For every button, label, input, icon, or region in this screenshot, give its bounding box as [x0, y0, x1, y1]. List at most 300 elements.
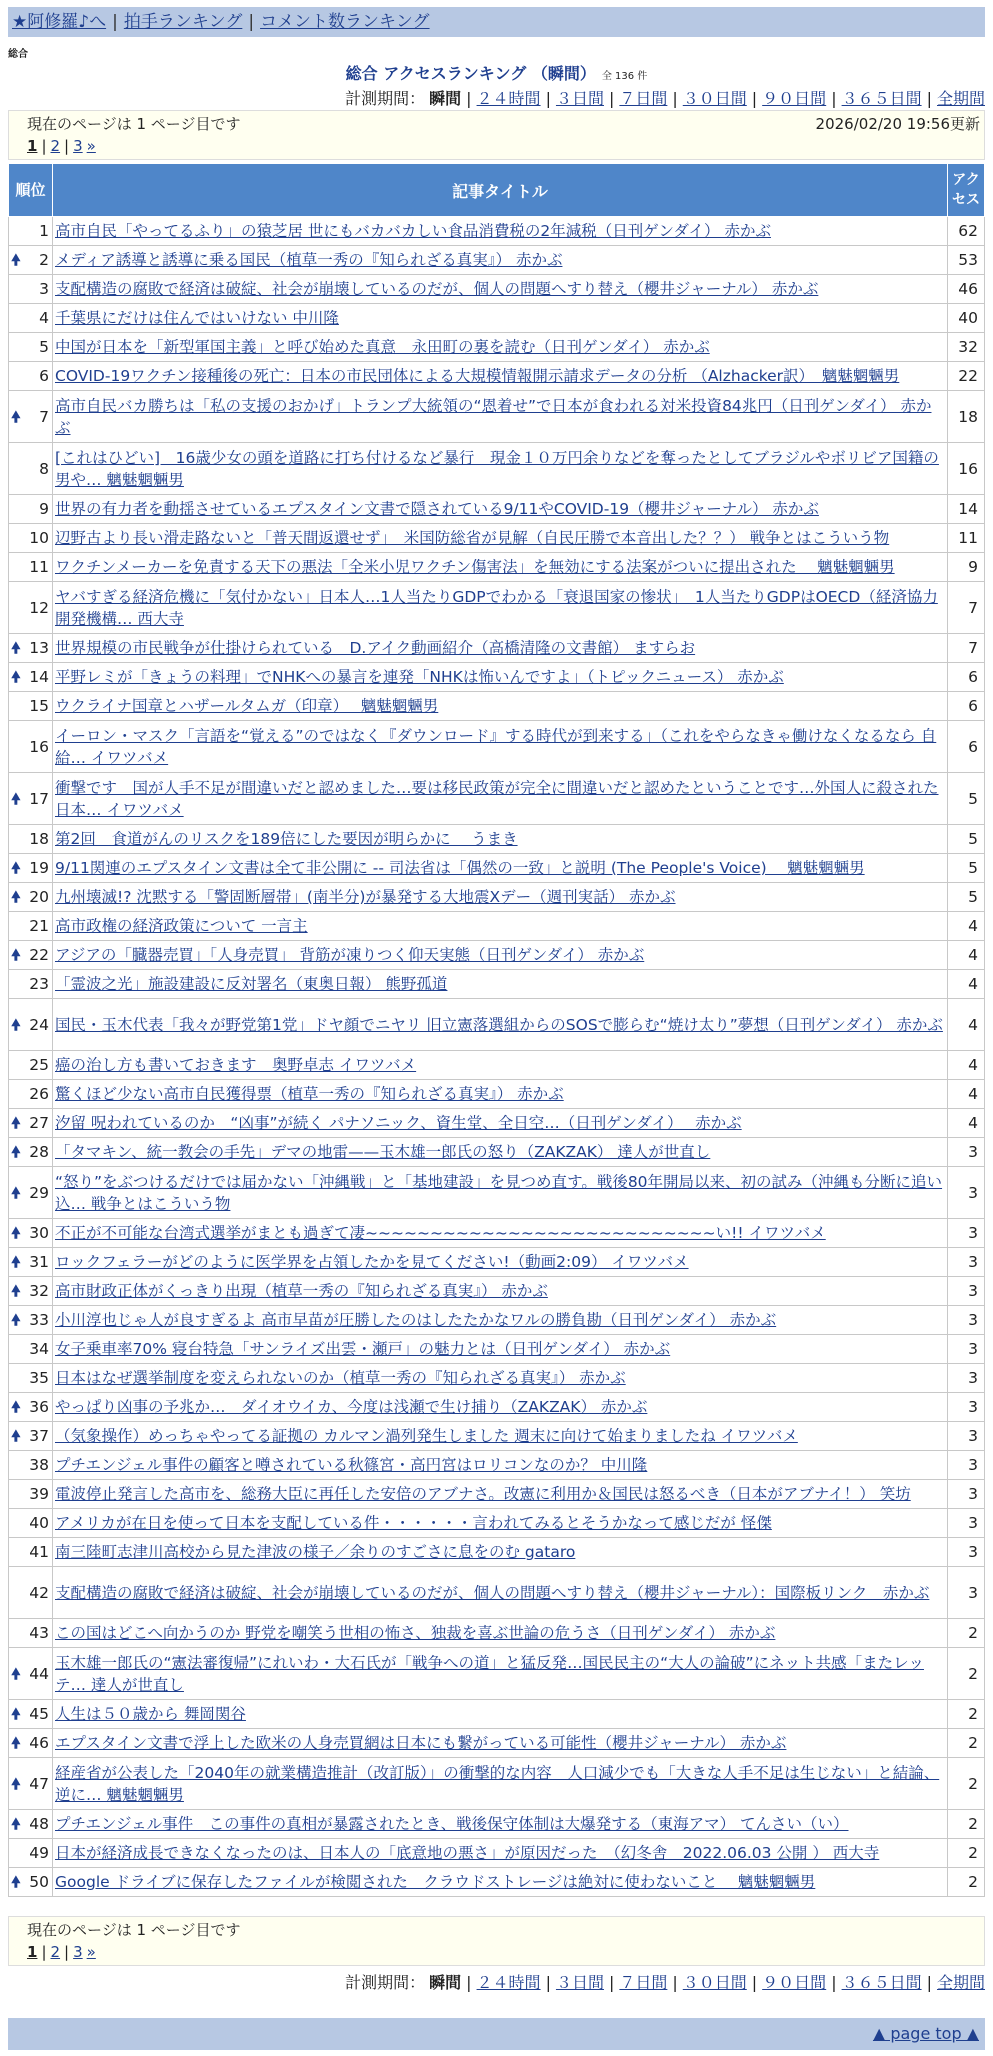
- table-row: [9, 634, 985, 663]
- nav-separator: |: [112, 12, 118, 32]
- article-link[interactable]: この国はどこへ向かうのか 野党を嘲笑う世相の怖さ、独裁を喜ぶ世論の危うさ（日刊ゲンダイ） 赤かぶ: [55, 1624, 776, 1642]
- rank-number: 38: [29, 1456, 49, 1474]
- title-cell: [53, 1451, 948, 1480]
- ranking-table: [8, 163, 985, 1897]
- period-label: 計測期間：: [345, 1973, 426, 1992]
- access-count: 3: [948, 1306, 985, 1335]
- title-column-header: 記事タイトル: [53, 164, 948, 217]
- rank-cell: [9, 1700, 53, 1729]
- page-link-2[interactable]: 2: [50, 1943, 61, 1961]
- rank-number: 18: [29, 830, 49, 848]
- title-cell: [53, 1277, 948, 1306]
- article-link[interactable]: 玉木雄一郎氏の“憲法審復帰”にれいわ・大石氏が「戦争への道」と猛反発…国民民主の“大人の論破”にネット共感「またレッテ… 達人が世直し: [55, 1653, 924, 1694]
- up-arrow-icon: 🠝: [11, 1282, 21, 1300]
- table-row: [9, 524, 985, 553]
- article-link[interactable]: 辺野古より長い滑走路ないと「普天間返還せず」 米国防総省が見解（自民圧勝で本音出した？？） 戦争とはこういう物: [55, 529, 890, 547]
- up-arrow-icon: 🠝: [11, 1427, 21, 1445]
- title-cell: [53, 1480, 948, 1509]
- title-cell: [53, 854, 948, 883]
- access-count: 46: [948, 275, 985, 304]
- article-link[interactable]: 高市自民バカ勝ちは「私の支援のおかげ」トランプ大統領の“恩着せ”で日本が食われる対米投資84兆円（日刊ゲンダイ） 赤かぶ: [55, 396, 932, 437]
- period-separator: |: [926, 1973, 932, 1992]
- article-link[interactable]: 小川淳也じゃ人が良すぎるよ 高市早苗が圧勝したのはしたたかなワルの勝負勘（日刊ゲンダイ） 赤かぶ: [55, 1311, 777, 1329]
- title-cell: [53, 634, 948, 663]
- table-row: [9, 663, 985, 692]
- title-cell: [53, 1051, 948, 1080]
- title-cell: [53, 999, 948, 1051]
- access-count: 62: [948, 217, 985, 246]
- top-navigation: [8, 7, 985, 37]
- table-row: [9, 443, 985, 495]
- next-page-link[interactable]: »: [86, 1943, 96, 1961]
- rank-cell: [9, 582, 53, 634]
- rank-cell: [9, 1219, 53, 1248]
- page-separator: |: [41, 137, 47, 155]
- article-link[interactable]: 国民・玉木代表「我々が野党第1党」ドヤ顔でニヤリ 旧立憲落選組からのSOSで膨らむ“焼け太り”夢想（日刊ゲンダイ） 赤かぶ: [55, 1015, 943, 1034]
- access-count: 5: [948, 883, 985, 912]
- title-cell: [53, 443, 948, 495]
- access-count: 6: [948, 692, 985, 721]
- up-arrow-icon: 🠝: [11, 1774, 21, 1793]
- article-link[interactable]: プチエンジェル事件 この事件の真相が暴露されたとき、戦後保守体制は大爆発する（東海アマ） てんさい（い）: [55, 1815, 849, 1833]
- rank-number: 1: [39, 222, 49, 240]
- rank-number: 50: [29, 1873, 49, 1891]
- rank-number: 26: [29, 1085, 49, 1103]
- rank-cell: [9, 1248, 53, 1277]
- rank-cell: [9, 883, 53, 912]
- article-link[interactable]: プチエンジェル事件の顧客と噂されている秋篠宮・高円宮はロリコンなのか？ 中川隆: [55, 1456, 648, 1474]
- rank-number: 10: [29, 529, 49, 547]
- up-arrow-icon: 🠝: [11, 888, 21, 906]
- rank-number: 7: [39, 407, 49, 426]
- ranking-rows: [9, 217, 985, 1897]
- rank-number: 4: [39, 309, 49, 327]
- table-row: [9, 1138, 985, 1167]
- article-link[interactable]: 「霊波之光」施設建設に反対署名（東奥日報） 熊野孤道: [55, 975, 448, 993]
- title-cell: [53, 362, 948, 391]
- page-top-link[interactable]: ▲ page top ▲: [872, 2024, 979, 2043]
- up-arrow-icon: 🠝: [11, 1224, 21, 1242]
- page-current: 1: [27, 137, 38, 155]
- up-arrow-icon: 🠝: [11, 668, 21, 686]
- pagination: [27, 135, 974, 157]
- title-cell: [53, 1758, 948, 1810]
- rank-cell: [9, 692, 53, 721]
- rank-cell: [9, 443, 53, 495]
- title-cell: [53, 970, 948, 999]
- up-arrow-icon: 🠝: [11, 1873, 21, 1891]
- rank-number: 17: [29, 789, 49, 808]
- period-link-4[interactable]: ３０日間: [682, 89, 747, 108]
- rank-cell: [9, 1051, 53, 1080]
- access-count: 2: [948, 1648, 985, 1700]
- up-arrow-icon: 🠝: [11, 859, 21, 877]
- article-link[interactable]: ワクチンメーカーを免責する天下の悪法「全米小児ワクチン傷害法」を無効にする法案がついに提出された 魑魅魍魎男: [55, 558, 895, 576]
- comment-ranking-link[interactable]: コメント数ランキング: [260, 12, 430, 32]
- access-count: 9: [948, 553, 985, 582]
- article-link[interactable]: 日本はなぜ選挙制度を変えられないのか（植草一秀の『知られざる真実』） 赤かぶ: [55, 1369, 626, 1387]
- period-link-2[interactable]: ３日間: [555, 1973, 604, 1992]
- rank-number: 9: [39, 500, 49, 518]
- rank-number: 3: [39, 280, 49, 298]
- access-count: 22: [948, 362, 985, 391]
- rank-cell: [9, 1758, 53, 1810]
- period-separator: |: [608, 89, 615, 108]
- article-link[interactable]: 人生は５０歳から 舞岡関谷: [55, 1705, 246, 1723]
- page-link-2[interactable]: 2: [50, 137, 61, 155]
- table-row: [9, 912, 985, 941]
- title-cell: [53, 1335, 948, 1364]
- rank-number: 5: [39, 338, 49, 356]
- title-cell: [53, 941, 948, 970]
- article-link[interactable]: 支配構造の腐敗で経済は破綻、社会が崩壊しているのだが、個人の問題へすり替え（櫻井ジャーナル）：国際板リンク 赤かぶ: [55, 1583, 930, 1602]
- access-count: 3: [948, 1277, 985, 1306]
- updated-time: 2026/02/20 19:56更新: [815, 115, 980, 133]
- count-column-header: アクセス: [948, 164, 985, 217]
- access-count: 5: [948, 773, 985, 825]
- total-count: 全 136 件: [601, 71, 648, 82]
- access-count: 2: [948, 1619, 985, 1648]
- clap-ranking-link[interactable]: 拍手ランキング: [123, 12, 243, 32]
- article-link[interactable]: “怒り”をぶつけるだけでは届かない「沖縄戦」と「基地建設」を見つめ直す。戦後80年開局以来、初の試み（沖縄も分断に追い込… 戦争とはこういう物: [55, 1172, 943, 1213]
- page-current: 1: [27, 1943, 38, 1961]
- period-separator: |: [608, 1973, 615, 1992]
- title-cell: [53, 663, 948, 692]
- access-count: 3: [948, 1393, 985, 1422]
- title-cell: [53, 825, 948, 854]
- period-link-3[interactable]: ７日間: [619, 1973, 668, 1992]
- article-link[interactable]: 高市自民「やってるふり」の猿芝居 世にもバカバカしい食品消費税の2年減税（日刊ゲンダイ） 赤かぶ: [55, 222, 771, 240]
- article-link[interactable]: 支配構造の腐敗で経済は破綻、社会が崩壊しているのだが、個人の問題へすり替え（櫻井ジャーナル） 赤かぶ: [55, 280, 819, 298]
- rank-number: 37: [29, 1427, 49, 1445]
- rank-number: 14: [29, 668, 49, 686]
- rank-number: 41: [29, 1543, 49, 1561]
- period-link-6[interactable]: ３６５日間: [841, 1973, 922, 1992]
- rank-cell: [9, 246, 53, 275]
- table-header-row: [9, 164, 985, 217]
- title-cell: [53, 246, 948, 275]
- article-link[interactable]: エプスタイン文書で浮上した欧米の人身売買網は日本にも繋がっている可能性（櫻井ジャーナル） 赤かぶ: [55, 1734, 787, 1752]
- rank-number: 16: [29, 737, 49, 756]
- up-arrow-icon: 🠝: [11, 407, 21, 426]
- period-separator: |: [466, 89, 472, 108]
- rank-number: 11: [29, 558, 49, 576]
- rank-cell: [9, 524, 53, 553]
- article-link[interactable]: 不正が不可能な台湾式選挙がまとも過ぎて凄~~~~~~~~~~~~~~~~~~~~~~~~~~~い!! イワツバメ: [55, 1224, 826, 1242]
- rank-cell: [9, 1839, 53, 1868]
- period-link-3[interactable]: ７日間: [619, 89, 668, 108]
- table-row: [9, 582, 985, 634]
- up-arrow-icon: 🠝: [11, 1114, 21, 1132]
- rank-cell: [9, 999, 53, 1051]
- title-cell: [53, 1080, 948, 1109]
- table-row: [9, 1810, 985, 1839]
- period-selector-bottom: [345, 1970, 985, 1993]
- rank-cell: [9, 553, 53, 582]
- article-link[interactable]: 世界の有力者を動揺させているエプスタイン文書で隠されている9/11やCOVID-19（櫻井ジャーナル） 赤かぶ: [55, 500, 819, 518]
- rank-cell: [9, 1509, 53, 1538]
- section-label: 総合: [8, 49, 28, 60]
- title-cell: [53, 1619, 948, 1648]
- access-count: 3: [948, 1567, 985, 1619]
- article-link[interactable]: イーロン・マスク「言語を“覚える”のではなく『ダウンロード』する時代が到来する」（これをやらなきゃ働けなくなるなら 自給… イワツバメ: [55, 726, 937, 767]
- rank-number: 40: [29, 1514, 49, 1532]
- title-cell: [53, 692, 948, 721]
- period-selector-top: [345, 86, 985, 109]
- pager-box-top: [8, 110, 985, 160]
- access-count: 16: [948, 443, 985, 495]
- rank-cell: [9, 304, 53, 333]
- rank-number: 12: [29, 598, 49, 617]
- table-row: [9, 773, 985, 825]
- access-count: 2: [948, 1839, 985, 1868]
- title-cell: [53, 495, 948, 524]
- period-link-2[interactable]: ３日間: [555, 89, 604, 108]
- access-count: 3: [948, 1219, 985, 1248]
- period-separator: |: [751, 89, 758, 108]
- article-link[interactable]: 平野レミが「きょうの料理」でNHKへの暴言を連発「NHKは怖いんですよ」（トピックニュース） 赤かぶ: [55, 668, 784, 686]
- article-link[interactable]: 中国が日本を「新型軍国主義」と呼び始めた真意 永田町の裏を読む（日刊ゲンダイ） 赤かぶ: [55, 338, 710, 356]
- table-row: [9, 1700, 985, 1729]
- up-arrow-icon: 🠝: [11, 1015, 21, 1034]
- access-count: 32: [948, 333, 985, 362]
- article-link[interactable]: 汐留 呪われているのか “凶事”が続く パナソニック、資生堂、全日空…（日刊ゲンダイ） 赤かぶ: [55, 1114, 742, 1132]
- rank-cell: [9, 1480, 53, 1509]
- period-separator: |: [672, 1973, 678, 1992]
- access-count: 3: [948, 1167, 985, 1219]
- rank-number: 46: [29, 1734, 49, 1752]
- period-link-7[interactable]: 全期間: [936, 89, 985, 108]
- access-count: 5: [948, 825, 985, 854]
- period-link-1[interactable]: ２４時間: [476, 1973, 541, 1992]
- period-current: 瞬間: [429, 89, 462, 108]
- title-cell: [53, 1138, 948, 1167]
- table-row: [9, 391, 985, 443]
- period-separator: |: [926, 89, 932, 108]
- rank-number: 31: [29, 1253, 49, 1271]
- access-count: 4: [948, 999, 985, 1051]
- title-cell: [53, 333, 948, 362]
- access-count: 3: [948, 1509, 985, 1538]
- rank-cell: [9, 1138, 53, 1167]
- rank-cell: [9, 333, 53, 362]
- pager-box-bottom: [8, 1916, 985, 1966]
- article-link[interactable]: 南三陸町志津川高校から見た津波の様子／余りのすごさに息をのむ gataro: [55, 1543, 576, 1561]
- article-link[interactable]: 世界規模の市民戦争が仕掛けられている D.アイク動画紹介（高橋清隆の文書館） ますらお: [55, 639, 696, 657]
- home-link[interactable]: ★阿修羅♪へ: [12, 12, 107, 32]
- rank-number: 15: [29, 697, 49, 715]
- table-row: [9, 1839, 985, 1868]
- title-cell: [53, 1810, 948, 1839]
- access-count: 18: [948, 391, 985, 443]
- article-link[interactable]: ロックフェラーがどのように医学界を占領したかを見てください!（動画2:09） イワツバメ: [55, 1253, 689, 1271]
- rank-cell: [9, 1648, 53, 1700]
- rank-number: 48: [29, 1815, 49, 1833]
- rank-number: 19: [29, 859, 49, 877]
- access-count: 2: [948, 1729, 985, 1758]
- title-cell: [53, 391, 948, 443]
- period-link-5[interactable]: ９０日間: [762, 89, 827, 108]
- article-link[interactable]: 衝撃です 国が人手不足が間違いだと認めました…要は移民政策が完全に間違いだと認めたということです…外国人に殺された日本… イワツバメ: [55, 778, 939, 819]
- table-row: [9, 1393, 985, 1422]
- next-page-link[interactable]: »: [86, 137, 96, 155]
- rank-number: 28: [29, 1143, 49, 1161]
- page-separator: |: [41, 1943, 47, 1961]
- title-cell: [53, 1248, 948, 1277]
- article-link[interactable]: 驚くほど少ない高市自民獲得票（植草一秀の『知られざる真実』） 赤かぶ: [55, 1085, 564, 1103]
- article-link[interactable]: 高市財政正体がくっきり出現（植草一秀の『知られざる真実』） 赤かぶ: [55, 1282, 548, 1300]
- article-link[interactable]: 電波停止発言した高市を、総務大臣に再任した安倍のアブナさ。改憲に利用か＆国民は怒るべき（日本がアブナイ！） 笑坊: [55, 1485, 911, 1503]
- title-cell: [53, 582, 948, 634]
- nav-separator: |: [248, 12, 255, 32]
- table-row: [9, 999, 985, 1051]
- table-row: [9, 1868, 985, 1897]
- table-row: [9, 495, 985, 524]
- table-row: [9, 1538, 985, 1567]
- rank-number: 35: [29, 1369, 49, 1387]
- access-count: 3: [948, 1538, 985, 1567]
- rank-cell: [9, 663, 53, 692]
- rank-cell: [9, 825, 53, 854]
- period-link-4[interactable]: ３０日間: [682, 1973, 747, 1992]
- access-count: 6: [948, 663, 985, 692]
- access-count: 3: [948, 1451, 985, 1480]
- rank-cell: [9, 1109, 53, 1138]
- period-current: 瞬間: [429, 1973, 462, 1992]
- article-link[interactable]: アメリカが在日を使って日本を支配している件・・・・・・言われてみるとそうかなって感じだが 怪傑: [55, 1514, 772, 1532]
- article-link[interactable]: 千葉県にだけは住んではいけない 中川隆: [55, 309, 339, 327]
- article-link[interactable]: 女子乗車率70% 寝台特急「サンライズ出雲・瀬戸」の魅力とは（日刊ゲンダイ） 赤かぶ: [55, 1340, 671, 1358]
- period-separator: |: [831, 89, 837, 108]
- up-arrow-icon: 🠝: [11, 1815, 21, 1833]
- rank-cell: [9, 970, 53, 999]
- rank-number: 27: [29, 1114, 49, 1132]
- page-link-3[interactable]: 3: [73, 137, 83, 155]
- rank-cell: [9, 1619, 53, 1648]
- rank-number: 25: [29, 1056, 49, 1074]
- period-separator: |: [466, 1973, 472, 1992]
- article-link[interactable]: Google ドライブに保存したファイルが検閲された クラウドストレージは絶対に使わないこと 魑魅魍魎男: [55, 1873, 816, 1891]
- period-link-6[interactable]: ３６５日間: [841, 89, 922, 108]
- article-link[interactable]: 癌の治し方も書いておきます 奥野卓志 イワツバメ: [55, 1056, 417, 1074]
- access-count: 4: [948, 1051, 985, 1080]
- rank-cell: [9, 495, 53, 524]
- rank-number: 36: [29, 1398, 49, 1416]
- period-separator: |: [672, 89, 678, 108]
- article-link[interactable]: （気象操作）めっちゃやってる証拠の カルマン渦列発生しました 週末に向けて始まりましたね イワツバメ: [55, 1427, 798, 1445]
- rank-cell: [9, 1451, 53, 1480]
- article-link[interactable]: 9/11関連のエプスタイン文書は全て非公開に -- 司法省は「偶然の一致」と説明 (The People's Voice) 魑魅魍魎男: [55, 859, 865, 877]
- rank-cell: [9, 1422, 53, 1451]
- access-count: 3: [948, 1364, 985, 1393]
- table-row: [9, 1422, 985, 1451]
- article-link[interactable]: 高市政権の経済政策について 一言主: [55, 917, 308, 935]
- access-count: 2: [948, 1810, 985, 1839]
- article-link[interactable]: 第2回 食道がんのリスクを189倍にした要因が明らかに うまき: [55, 830, 518, 848]
- title-cell: [53, 304, 948, 333]
- table-row: [9, 333, 985, 362]
- table-row: [9, 1080, 985, 1109]
- access-count: 4: [948, 912, 985, 941]
- rank-cell: [9, 1364, 53, 1393]
- rank-number: 13: [29, 639, 49, 657]
- title-cell: [53, 1109, 948, 1138]
- table-row: [9, 1364, 985, 1393]
- article-link[interactable]: 九州壊滅!? 沈黙する「警固断層帯」(南半分)が暴発する大地震Xデー（週刊実話） 赤かぶ: [55, 888, 676, 906]
- article-link[interactable]: ヤバすぎる経済危機に「気付かない」日本人…1人当たりGDPでわかる「衰退国家の惨状」 1人当たりGDPはOECD（経済協力開発機構… 西大寺: [55, 587, 938, 628]
- pagination: [27, 1941, 974, 1963]
- page-separator: |: [64, 137, 70, 155]
- access-count: 4: [948, 941, 985, 970]
- title-cell: [53, 1648, 948, 1700]
- rank-cell: [9, 217, 53, 246]
- period-link-7[interactable]: 全期間: [936, 1973, 985, 1992]
- title-cell: [53, 1567, 948, 1619]
- up-arrow-icon: 🠝: [11, 1398, 21, 1416]
- period-link-5[interactable]: ９０日間: [762, 1973, 827, 1992]
- up-arrow-icon: 🠝: [11, 1183, 21, 1202]
- period-separator: |: [751, 1973, 758, 1992]
- table-row: [9, 1451, 985, 1480]
- rank-number: 2: [39, 251, 49, 269]
- table-row: [9, 304, 985, 333]
- rank-cell: [9, 1277, 53, 1306]
- up-arrow-icon: 🠝: [11, 1143, 21, 1161]
- title-cell: [53, 217, 948, 246]
- table-row: [9, 1619, 985, 1648]
- up-arrow-icon: 🠝: [11, 946, 21, 964]
- article-link[interactable]: 経産省が公表した「2040年の就業構造推計（改訂版）」の衝撃的な内容 人口減少でも「大きな人手不足は生じない」と結論、逆に… 魑魅魍魎男: [55, 1763, 940, 1804]
- rank-number: 33: [29, 1311, 49, 1329]
- title-cell: [53, 1538, 948, 1567]
- article-link[interactable]: ウクライナ国章とハザールタムガ（印章） 魑魅魍魎男: [55, 697, 439, 715]
- up-arrow-icon: 🠝: [11, 1664, 21, 1683]
- up-arrow-icon: 🠝: [11, 1253, 21, 1271]
- table-row: [9, 721, 985, 773]
- table-row: [9, 970, 985, 999]
- access-count: 3: [948, 1480, 985, 1509]
- rank-cell: [9, 1306, 53, 1335]
- table-row: [9, 1306, 985, 1335]
- article-link[interactable]: 日本が経済成長できなくなったのは、日本人の「底意地の悪さ」が原因だった （幻冬舎 2022.06.03 公開 ） 西大寺: [55, 1844, 880, 1862]
- rank-cell: [9, 1567, 53, 1619]
- article-link[interactable]: COVID-19ワクチン接種後の死亡：日本の市民団体による大規模情報開示請求データの分析 （Alzhacker訳） 魑魅魍魎男: [55, 367, 900, 385]
- article-link[interactable]: メディア誘導と誘導に乗る国民（植草一秀の『知られざる真実』） 赤かぶ: [55, 251, 563, 269]
- rank-cell: [9, 1393, 53, 1422]
- rank-number: 8: [39, 459, 49, 478]
- title-cell: [53, 912, 948, 941]
- up-arrow-icon: 🠝: [11, 639, 21, 657]
- article-link[interactable]: やっぱり凶事の予兆か… ダイオウイカ、今度は浅瀬で生け捕り（ZAKZAK） 赤かぶ: [55, 1398, 648, 1416]
- up-arrow-icon: 🠝: [11, 1311, 21, 1329]
- table-row: [9, 1219, 985, 1248]
- table-row: [9, 1567, 985, 1619]
- title-cell: [53, 553, 948, 582]
- rank-cell: [9, 1868, 53, 1897]
- page-separator: |: [64, 1943, 70, 1961]
- table-row: [9, 217, 985, 246]
- page-link-3[interactable]: 3: [73, 1943, 83, 1961]
- access-count: 3: [948, 1422, 985, 1451]
- table-row: [9, 1051, 985, 1080]
- article-link[interactable]: アジアの「臓器売買」「人身売買」 背筋が凍りつく仰天実態（日刊ゲンダイ） 赤かぶ: [55, 946, 645, 964]
- article-link[interactable]: [これはひどい] 16歳少女の頭を道路に打ち付けるなど暴行 現金１０万円余りなどを奪ったとしてブラジルやボリビア国籍の男や… 魑魅魍魎男: [55, 448, 939, 489]
- table-row: [9, 246, 985, 275]
- title-cell: [53, 524, 948, 553]
- rank-cell: [9, 1729, 53, 1758]
- article-link[interactable]: 「タマキン、統一教会の手先」デマの地雷——玉木雄一郎氏の怒り（ZAKZAK） 達人が世直し: [55, 1143, 711, 1161]
- period-link-1[interactable]: ２４時間: [476, 89, 541, 108]
